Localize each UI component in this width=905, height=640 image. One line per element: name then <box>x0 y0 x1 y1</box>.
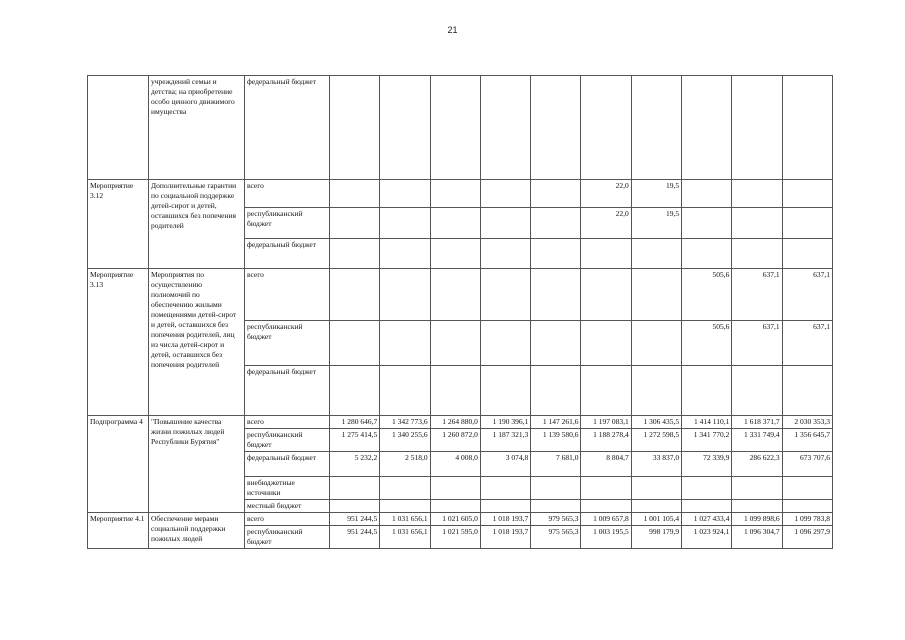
value-cell <box>380 366 430 416</box>
value-cell: 951 244,5 <box>330 526 380 549</box>
value-cell: 1 001 105,4 <box>631 513 681 526</box>
value-cell: 19,5 <box>631 208 681 239</box>
value-cell <box>782 76 832 180</box>
value-cell <box>682 239 732 269</box>
value-cell: 1 099 783,8 <box>782 513 832 526</box>
value-cell: 951 244,5 <box>330 513 380 526</box>
value-cell <box>480 208 530 239</box>
description-cell: "Повышение качества жизни пожилых людей Республики Бурятия" <box>149 416 245 513</box>
value-cell <box>631 76 681 180</box>
value-cell <box>581 500 631 513</box>
value-cell <box>480 180 530 208</box>
value-cell <box>430 321 480 366</box>
value-cell <box>430 76 480 180</box>
funding-source-cell: местный бюджет <box>245 500 330 513</box>
value-cell: 1 272 598,5 <box>631 429 681 452</box>
value-cell: 1 188 278,4 <box>581 429 631 452</box>
value-cell: 1 096 297,9 <box>782 526 832 549</box>
value-cell: 1 009 657,8 <box>581 513 631 526</box>
value-cell <box>631 366 681 416</box>
value-cell <box>531 366 581 416</box>
program-cell: Мероприятие 3.12 <box>88 180 149 269</box>
value-cell: 1 618 371,7 <box>732 416 782 429</box>
value-cell <box>531 180 581 208</box>
value-cell: 1 023 924,1 <box>682 526 732 549</box>
funding-source-cell: республиканский бюджет <box>245 429 330 452</box>
value-cell <box>631 477 681 500</box>
value-cell: 1 190 396,1 <box>480 416 530 429</box>
funding-source-cell: федеральный бюджет <box>245 452 330 477</box>
funding-source-cell: всего <box>245 416 330 429</box>
value-cell: 998 179,9 <box>631 526 681 549</box>
value-cell: 1 099 898,6 <box>732 513 782 526</box>
value-cell <box>480 366 530 416</box>
description-cell: Обеспечение мерами социальной поддержки пожилых людей <box>149 513 245 549</box>
value-cell <box>782 366 832 416</box>
value-cell: 72 339,9 <box>682 452 732 477</box>
funding-source-cell: федеральный бюджет <box>245 366 330 416</box>
value-cell: 505,6 <box>682 269 732 321</box>
value-cell: 1 414 110,1 <box>682 416 732 429</box>
value-cell: 1 147 261,6 <box>531 416 581 429</box>
value-cell: 1 003 195,5 <box>581 526 631 549</box>
value-cell <box>330 366 380 416</box>
value-cell: 979 565,3 <box>531 513 581 526</box>
value-cell <box>732 239 782 269</box>
value-cell: 7 681,0 <box>531 452 581 477</box>
value-cell <box>380 208 430 239</box>
program-cell: Подпрограмма 4 <box>88 416 149 513</box>
funding-source-cell: республиканский бюджет <box>245 208 330 239</box>
value-cell: 8 804,7 <box>581 452 631 477</box>
value-cell <box>581 477 631 500</box>
value-cell <box>380 269 430 321</box>
value-cell: 1 331 749,4 <box>732 429 782 452</box>
value-cell <box>531 269 581 321</box>
value-cell: 637,1 <box>732 321 782 366</box>
value-cell <box>732 180 782 208</box>
program-cell: Мероприятие 4.1 <box>88 513 149 549</box>
value-cell <box>631 269 681 321</box>
value-cell <box>581 321 631 366</box>
value-cell <box>330 321 380 366</box>
funding-source-cell: федеральный бюджет <box>245 76 330 180</box>
value-cell <box>581 239 631 269</box>
value-cell: 1 096 304,7 <box>732 526 782 549</box>
funding-source-cell: республиканский бюджет <box>245 321 330 366</box>
value-cell <box>480 76 530 180</box>
value-cell <box>531 477 581 500</box>
budget-table-body <box>88 76 833 549</box>
value-cell: 1 021 595,0 <box>430 526 480 549</box>
value-cell: 637,1 <box>782 269 832 321</box>
value-cell: 33 837,0 <box>631 452 681 477</box>
value-cell <box>380 180 430 208</box>
value-cell: 975 565,3 <box>531 526 581 549</box>
funding-source-cell: федеральный бюджет <box>245 239 330 269</box>
value-cell <box>480 239 530 269</box>
value-cell <box>682 366 732 416</box>
budget-table <box>87 75 833 549</box>
description-cell: учреждений семьи и детства; на приобретение особо ценного движимого имущества <box>149 76 245 180</box>
value-cell: 1 018 193,7 <box>480 526 530 549</box>
value-cell <box>531 239 581 269</box>
value-cell <box>581 76 631 180</box>
value-cell: 637,1 <box>732 269 782 321</box>
page-number: 21 <box>447 25 458 35</box>
value-cell <box>782 208 832 239</box>
value-cell <box>480 321 530 366</box>
value-cell: 5 232,2 <box>330 452 380 477</box>
value-cell <box>430 208 480 239</box>
value-cell <box>330 180 380 208</box>
value-cell: 1 341 770,2 <box>682 429 732 452</box>
description-cell: Дополнительные гарантии по социальной поддержке детей-сирот и детей, оставшихся без попечения родителей <box>149 180 245 269</box>
value-cell <box>682 500 732 513</box>
value-cell <box>682 180 732 208</box>
value-cell <box>430 477 480 500</box>
value-cell <box>430 366 480 416</box>
value-cell: 2 030 353,3 <box>782 416 832 429</box>
value-cell: 22,0 <box>581 208 631 239</box>
value-cell: 673 707,6 <box>782 452 832 477</box>
value-cell: 1 031 656,1 <box>380 526 430 549</box>
value-cell: 1 340 255,6 <box>380 429 430 452</box>
value-cell <box>380 321 430 366</box>
value-cell <box>581 366 631 416</box>
value-cell: 1 139 580,6 <box>531 429 581 452</box>
value-cell <box>531 321 581 366</box>
value-cell: 19,5 <box>631 180 681 208</box>
value-cell <box>430 269 480 321</box>
value-cell: 1 275 414,5 <box>330 429 380 452</box>
value-cell <box>732 500 782 513</box>
value-cell <box>480 269 530 321</box>
value-cell <box>732 477 782 500</box>
funding-source-cell: республиканский бюджет <box>245 526 330 549</box>
value-cell <box>531 500 581 513</box>
value-cell <box>782 500 832 513</box>
value-cell <box>480 500 530 513</box>
description-cell: Мероприятия по осуществлению полномочий по обеспечению жилыми помещениями детей-сирот и детей, оставшихся без попечения родителей, лиц из числа детей-сирот и детей, оставшихся без попечения родителей <box>149 269 245 416</box>
value-cell <box>330 208 380 239</box>
value-cell: 1 027 433,4 <box>682 513 732 526</box>
value-cell <box>380 239 430 269</box>
value-cell: 4 008,0 <box>430 452 480 477</box>
value-cell <box>732 208 782 239</box>
value-cell <box>330 477 380 500</box>
value-cell <box>531 208 581 239</box>
table-row <box>88 76 833 180</box>
value-cell <box>531 76 581 180</box>
value-cell: 22,0 <box>581 180 631 208</box>
value-cell <box>782 239 832 269</box>
value-cell: 505,6 <box>682 321 732 366</box>
value-cell: 1 260 872,0 <box>430 429 480 452</box>
value-cell <box>430 180 480 208</box>
value-cell: 3 074,8 <box>480 452 530 477</box>
value-cell <box>330 269 380 321</box>
value-cell: 1 187 321,3 <box>480 429 530 452</box>
value-cell: 1 264 880,0 <box>430 416 480 429</box>
value-cell <box>430 500 480 513</box>
value-cell <box>782 180 832 208</box>
value-cell <box>380 76 430 180</box>
value-cell <box>682 76 732 180</box>
value-cell: 1 356 645,7 <box>782 429 832 452</box>
value-cell: 1 280 646,7 <box>330 416 380 429</box>
funding-source-cell: всего <box>245 180 330 208</box>
program-cell: Мероприятие 3.13 <box>88 269 149 416</box>
value-cell <box>631 500 681 513</box>
value-cell <box>380 500 430 513</box>
funding-source-cell: внебюджетные источники <box>245 477 330 500</box>
value-cell <box>480 477 530 500</box>
funding-source-cell: всего <box>245 269 330 321</box>
program-cell <box>88 76 149 180</box>
value-cell: 1 018 193,7 <box>480 513 530 526</box>
value-cell <box>782 477 832 500</box>
value-cell: 1 021 605,0 <box>430 513 480 526</box>
value-cell: 1 031 656,1 <box>380 513 430 526</box>
value-cell: 1 342 773,6 <box>380 416 430 429</box>
value-cell <box>581 269 631 321</box>
table-row <box>88 269 833 321</box>
value-cell <box>682 477 732 500</box>
value-cell <box>682 208 732 239</box>
value-cell <box>732 366 782 416</box>
value-cell: 637,1 <box>782 321 832 366</box>
value-cell <box>631 321 681 366</box>
value-cell <box>380 477 430 500</box>
value-cell <box>732 76 782 180</box>
funding-source-cell: всего <box>245 513 330 526</box>
value-cell: 1 197 083,1 <box>581 416 631 429</box>
value-cell: 286 622,3 <box>732 452 782 477</box>
table-row <box>88 180 833 208</box>
value-cell <box>430 239 480 269</box>
value-cell: 2 518,0 <box>380 452 430 477</box>
value-cell <box>330 239 380 269</box>
value-cell <box>631 239 681 269</box>
table-row <box>88 513 833 526</box>
value-cell: 1 306 435,5 <box>631 416 681 429</box>
value-cell <box>330 76 380 180</box>
table-row <box>88 416 833 429</box>
value-cell <box>330 500 380 513</box>
